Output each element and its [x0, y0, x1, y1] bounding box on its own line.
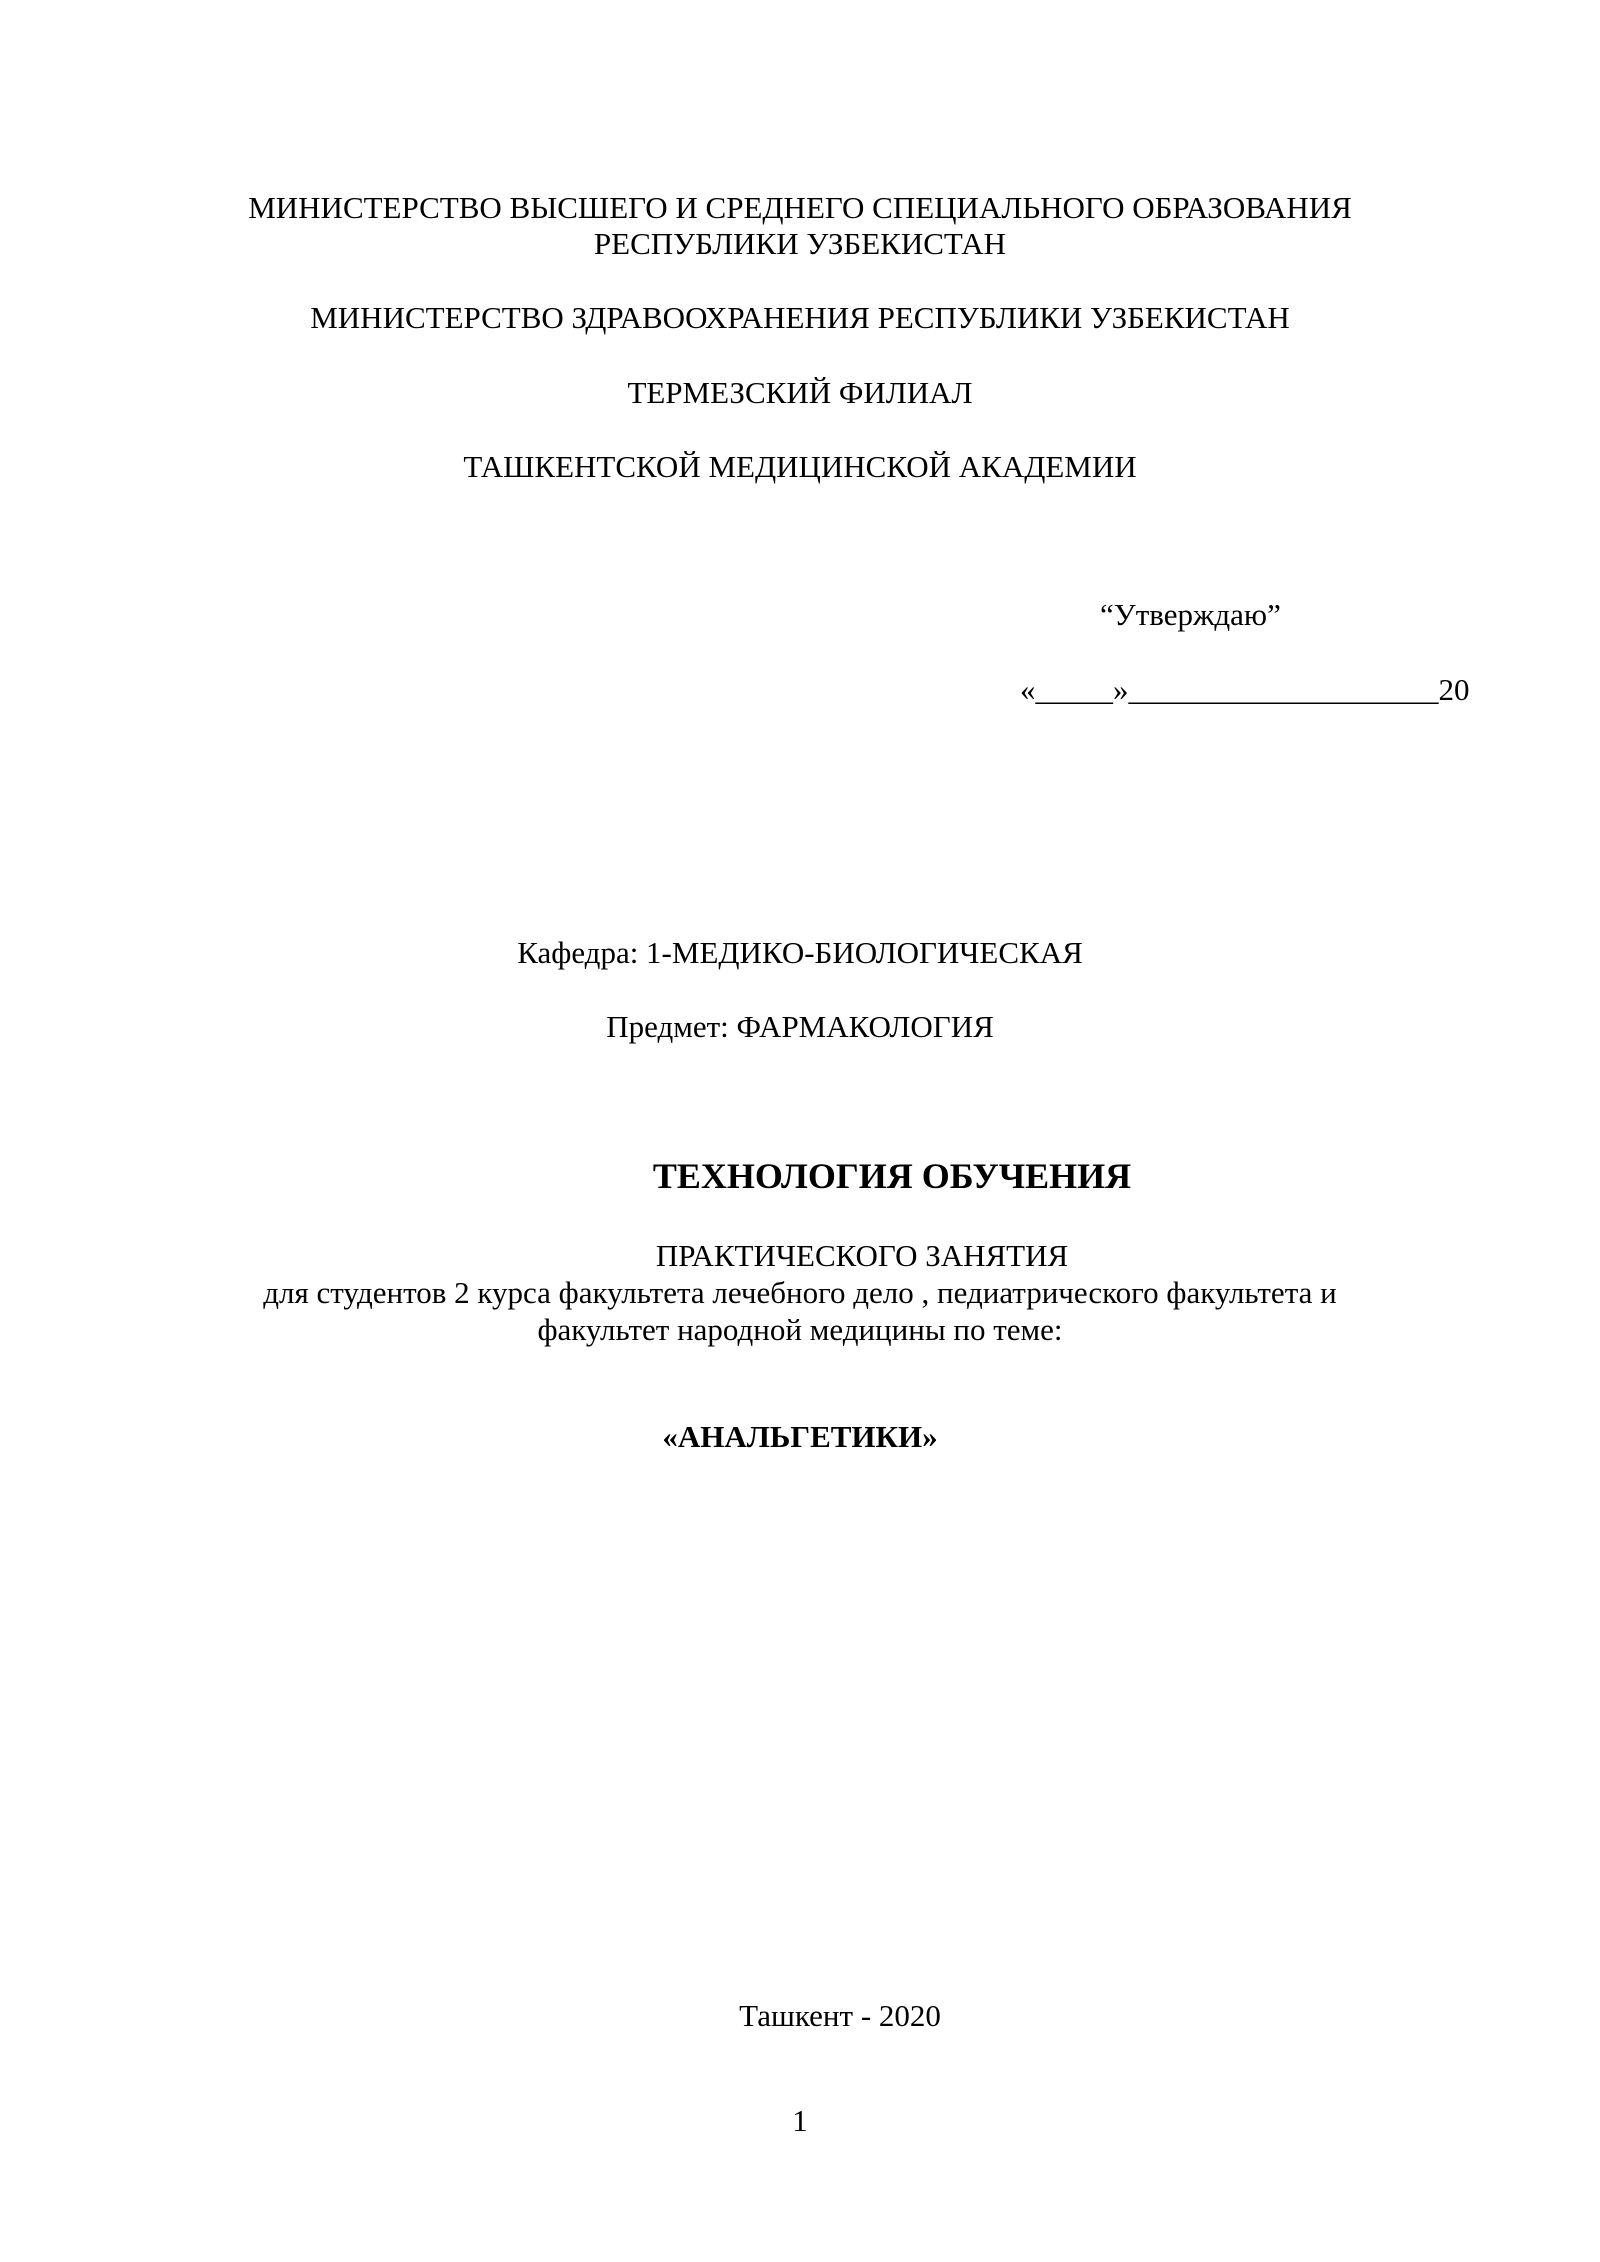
document-title: ТЕХНОЛОГИЯ ОБУЧЕНИЯ	[652, 1156, 1132, 1196]
lesson-topic: «АНАЛЬГЕТИКИ»	[662, 1419, 938, 1454]
health-ministry: МИНИСТЕРСТВО ЗДРАВООХРАНЕНИЯ РЕСПУБЛИКИ УЗБЕКИСТАН	[310, 300, 1290, 335]
title-line-1: ПРАКТИЧЕСКОГО ЗАНЯТИЯ	[655, 1238, 1069, 1273]
approval-label: “Утверждаю”	[1100, 597, 1281, 632]
title-line-3: факультет народной медицины по теме:	[537, 1312, 1063, 1347]
approval-date-line: «_____»____________________20	[1020, 672, 1470, 707]
title-line-2: для студентов 2 курса факультета лечебного дело , педиатрического факультета и	[263, 1275, 1337, 1310]
ministry-line-1: МИНИСТЕРСТВО ВЫСШЕГО И СРЕДНЕГО СПЕЦИАЛЬНОГО ОБРАЗОВАНИЯ	[248, 190, 1352, 225]
department: Кафедра: 1-МЕДИКО-БИОЛОГИЧЕСКАЯ	[517, 935, 1083, 970]
ministry-line-2: РЕСПУБЛИКИ УЗБЕКИСТАН	[593, 226, 1007, 261]
city-year: Ташкент - 2020	[739, 1998, 941, 2033]
academy-name: ТАШКЕНТСКОЙ МЕДИЦИНСКОЙ АКАДЕМИИ	[463, 449, 1137, 484]
subject: Предмет: ФАРМАКОЛОГИЯ	[606, 1009, 994, 1044]
branch-name: ТЕРМЕЗСКИЙ ФИЛИАЛ	[627, 375, 973, 410]
page-number: 1	[792, 2103, 808, 2138]
